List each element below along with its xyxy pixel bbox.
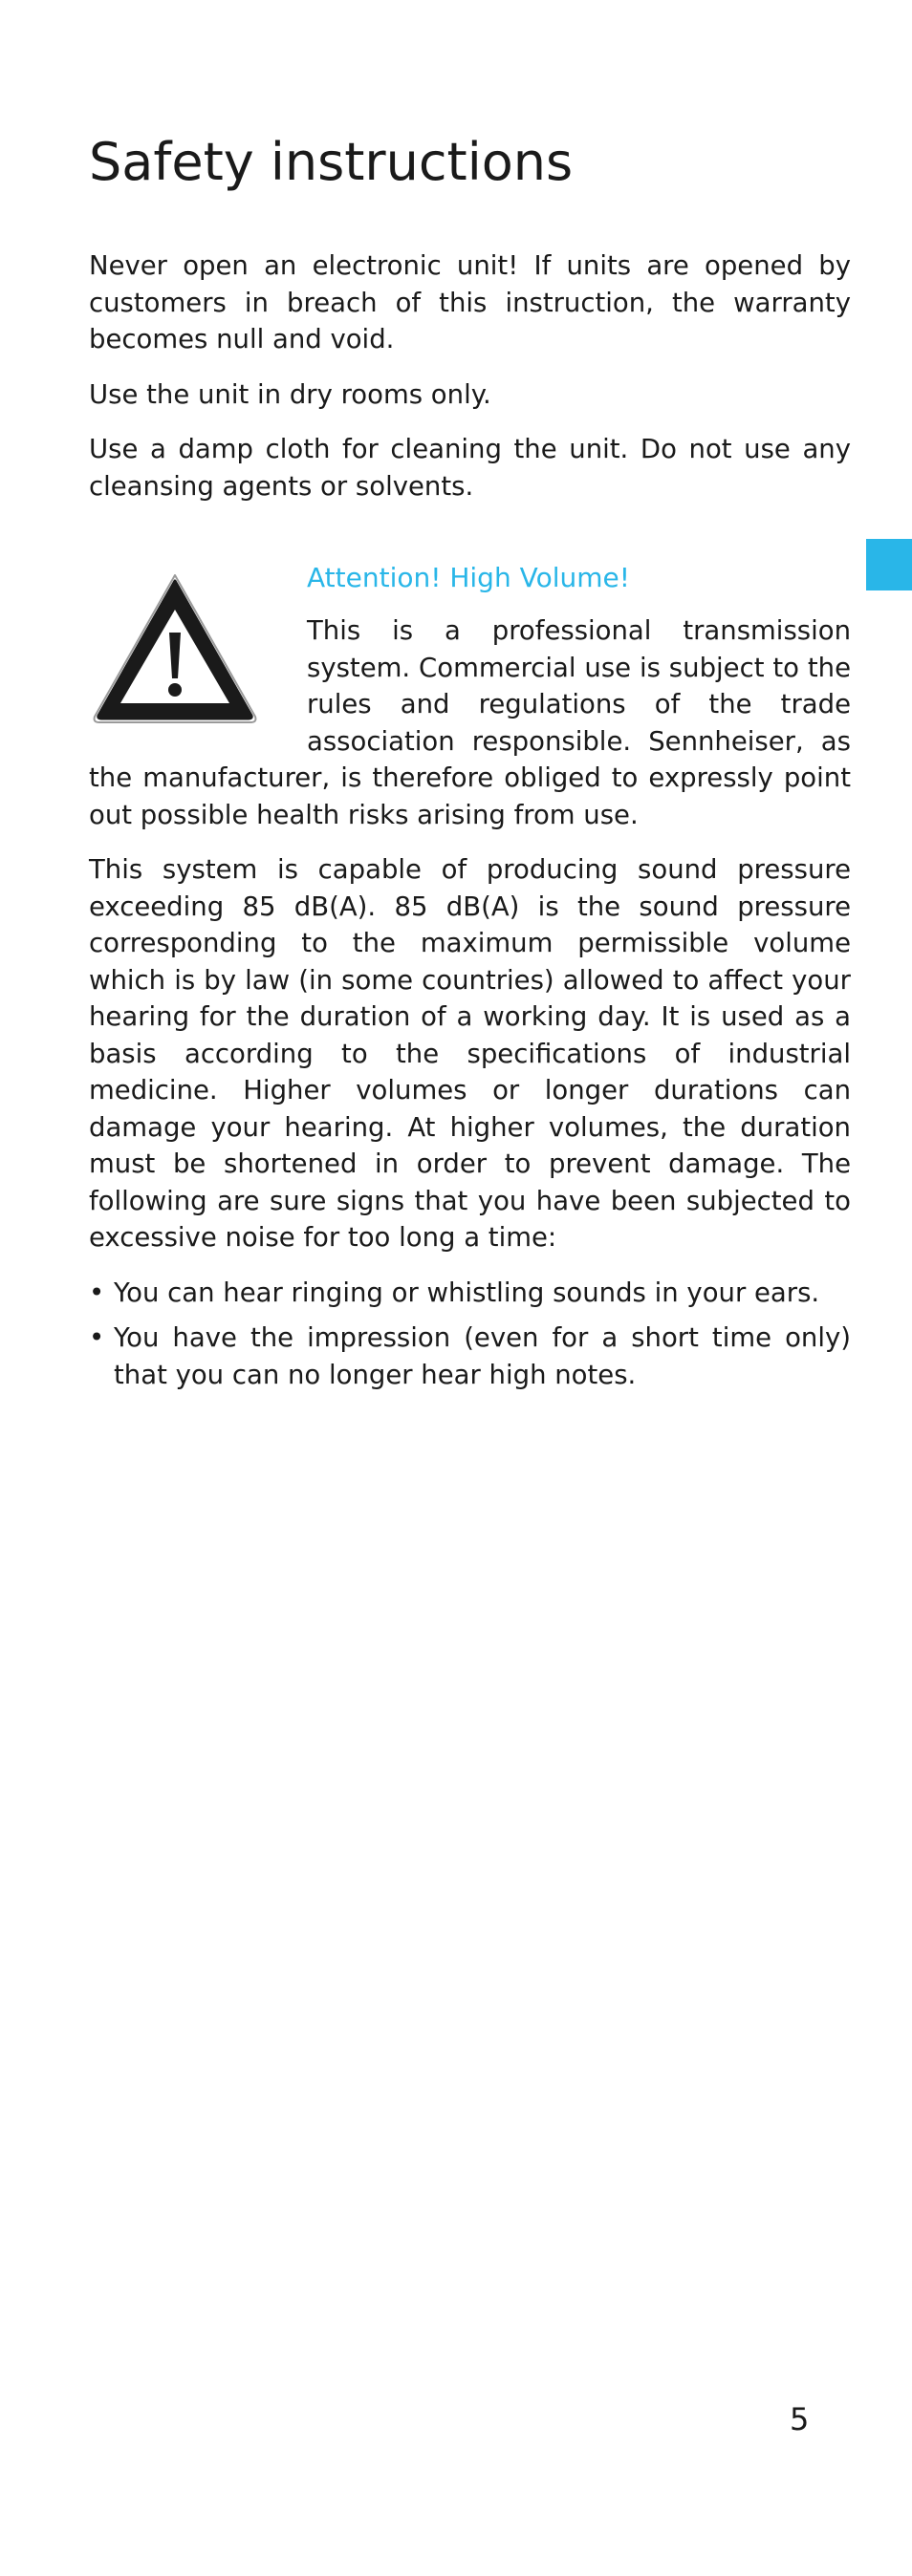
- list-item-text: You can hear ringing or whistling sounds in your ears.: [114, 1277, 820, 1308]
- warning-signs-list: [89, 1275, 851, 1394]
- list-item: [89, 1275, 851, 1312]
- attention-paragraph-professional-use: This is a professional transmission system. Commercial use is subject to the rules and regulations of the trade association responsible. Sennheiser, as the manufacturer, is therefore obliged to expressly point out possible health risks arising from use.: [89, 615, 851, 830]
- page-number: 5: [790, 2401, 810, 2437]
- intro-paragraph-cleaning: Use a damp cloth for cleaning the unit. Do not use any cleansing agents or solvents.: [89, 434, 851, 502]
- page-title: Safety instructions: [89, 132, 574, 192]
- attention-section: [89, 560, 851, 1402]
- warning-triangle-icon: [89, 569, 261, 727]
- attention-heading: Attention! High Volume!: [307, 562, 630, 593]
- list-item-text: You have the impression (even for a short time only) that you can no longer hear high notes.: [114, 1322, 851, 1390]
- intro-paragraph-dry-rooms: Use the unit in dry rooms only.: [89, 378, 491, 410]
- list-item: [89, 1320, 851, 1393]
- intro-section: [89, 247, 851, 523]
- bullet-glyph: •: [89, 1277, 105, 1308]
- bullet-glyph: •: [89, 1322, 105, 1353]
- section-tab-marker: [866, 539, 912, 590]
- intro-paragraph-warranty: Never open an electronic unit! If units are opened by customers in breach of this instruction, the warranty becomes null and void.: [89, 250, 851, 354]
- attention-paragraph-sound-pressure: This system is capable of producing sound pressure exceeding 85 dB(A). 85 dB(A) is the sound pressure corresponding to the maximum permissible volume which is by law (in some countries) allowed to affect your hearing for the duration of a working day. It is used as a basis according to the specifications of industrial medicine. Higher volumes or longer durations can damage your hearing. At higher volumes, the duration must be shortened in order to prevent damage. The following are sure signs that you have been subjected to excessive noise for too long a time:: [89, 854, 851, 1253]
